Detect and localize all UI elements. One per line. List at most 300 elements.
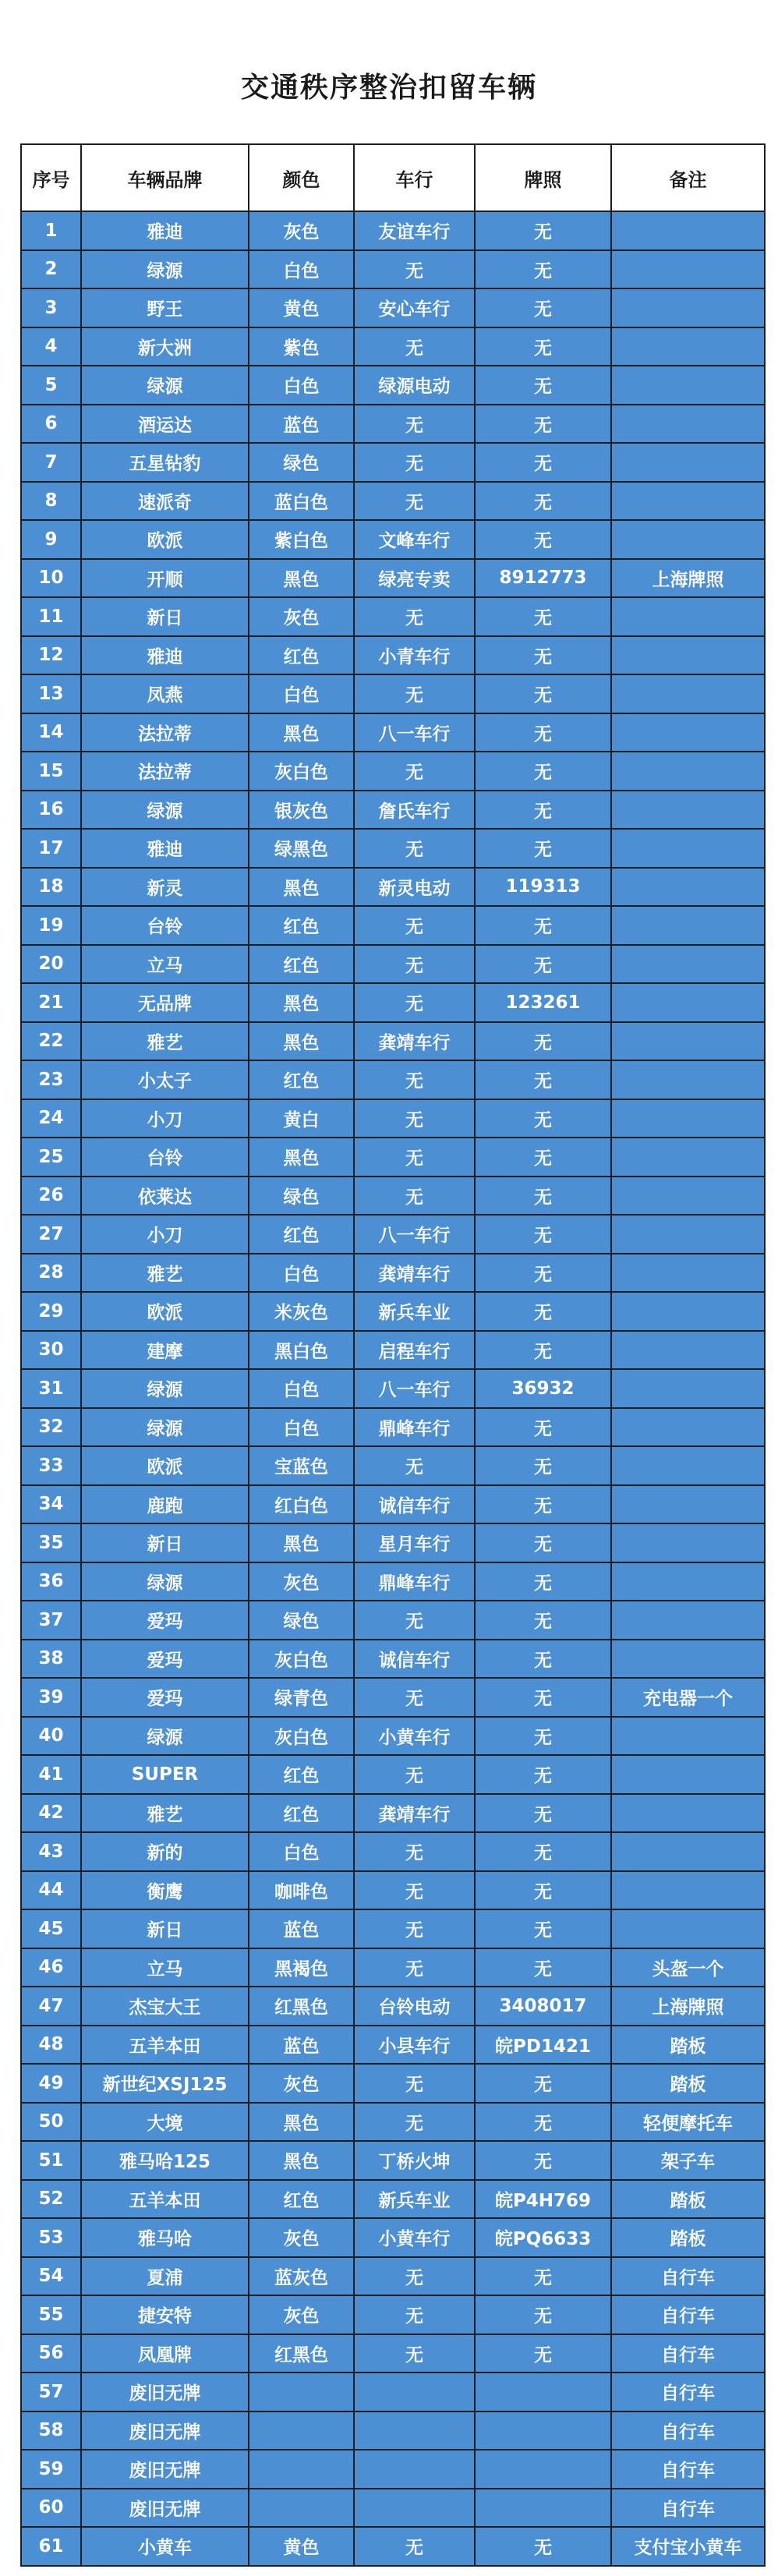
header-plate: 牌照 <box>475 144 611 211</box>
cell-brand: 捷安特 <box>81 2295 249 2334</box>
cell-dealer: 无 <box>354 2257 475 2296</box>
cell-remark <box>611 791 765 830</box>
cell-index: 30 <box>21 1331 81 1370</box>
cell-remark <box>611 636 765 675</box>
cell-brand: 新日 <box>81 1909 249 1948</box>
table-row <box>21 1794 765 1833</box>
cell-dealer: 无 <box>354 1871 475 1910</box>
cell-color: 红色 <box>249 1215 354 1254</box>
cell-color: 灰色 <box>249 1562 354 1601</box>
cell-plate: 无 <box>475 1871 611 1910</box>
cell-dealer: 绿亮专卖 <box>354 559 475 598</box>
cell-index: 23 <box>21 1060 81 1099</box>
cell-plate: 无 <box>475 1292 611 1331</box>
cell-brand: 凤燕 <box>81 674 249 713</box>
cell-plate: 无 <box>475 1060 611 1099</box>
cell-brand: 夏浦 <box>81 2257 249 2296</box>
cell-plate: 无 <box>475 674 611 713</box>
cell-color <box>249 2373 354 2411</box>
cell-plate: 3408017 <box>475 1987 611 2026</box>
cell-index: 4 <box>21 327 81 366</box>
cell-dealer: 无 <box>354 1909 475 1948</box>
cell-dealer: 无 <box>354 1177 475 1215</box>
cell-dealer: 无 <box>354 1755 475 1794</box>
cell-remark: 自行车 <box>611 2295 765 2334</box>
table-row <box>21 405 765 444</box>
cell-dealer: 新灵电动 <box>354 868 475 907</box>
cell-plate: 无 <box>475 2295 611 2334</box>
cell-brand: 废旧无牌 <box>81 2373 249 2411</box>
cell-remark <box>611 1138 765 1177</box>
table-row <box>21 1177 765 1215</box>
cell-index: 47 <box>21 1987 81 2026</box>
table-row <box>21 1948 765 1987</box>
cell-plate: 无 <box>475 1832 611 1871</box>
title-area <box>0 0 778 143</box>
table-row <box>21 250 765 289</box>
cell-color: 紫色 <box>249 327 354 366</box>
cell-dealer: 诚信车行 <box>354 1640 475 1679</box>
cell-color <box>249 2411 354 2450</box>
cell-index: 25 <box>21 1138 81 1177</box>
cell-plate: 8912773 <box>475 559 611 598</box>
cell-dealer: 无 <box>354 983 475 1022</box>
cell-remark: 踏板 <box>611 2064 765 2103</box>
cell-color: 白色 <box>249 674 354 713</box>
cell-plate: 无 <box>475 2103 611 2142</box>
table-row <box>21 1755 765 1794</box>
cell-dealer: 无 <box>354 2103 475 2142</box>
table-row <box>21 1871 765 1910</box>
cell-color: 红黑色 <box>249 2334 354 2373</box>
cell-index: 51 <box>21 2141 81 2180</box>
cell-color: 红色 <box>249 2180 354 2219</box>
cell-remark <box>611 983 765 1022</box>
cell-brand: 台铃 <box>81 906 249 945</box>
cell-dealer: 无 <box>354 829 475 868</box>
cell-index: 6 <box>21 405 81 444</box>
cell-plate: 无 <box>475 288 611 327</box>
cell-brand: SUPER <box>81 1755 249 1794</box>
cell-index: 29 <box>21 1292 81 1331</box>
table-row <box>21 1138 765 1177</box>
cell-brand: 雅艺 <box>81 1254 249 1293</box>
table-row <box>21 288 765 327</box>
cell-index: 40 <box>21 1717 81 1756</box>
cell-remark <box>611 1446 765 1485</box>
cell-brand: 小刀 <box>81 1099 249 1138</box>
cell-brand: 雅艺 <box>81 1022 249 1061</box>
cell-color: 红黑色 <box>249 1987 354 2026</box>
cell-brand: 立马 <box>81 945 249 984</box>
table-row <box>21 2257 765 2296</box>
cell-index: 22 <box>21 1022 81 1061</box>
cell-index: 38 <box>21 1640 81 1679</box>
cell-remark <box>611 1523 765 1562</box>
cell-brand: 新日 <box>81 1523 249 1562</box>
cell-brand: 建摩 <box>81 1331 249 1370</box>
table-row <box>21 366 765 405</box>
cell-index: 8 <box>21 482 81 521</box>
cell-dealer: 无 <box>354 482 475 521</box>
cell-index: 48 <box>21 2026 81 2065</box>
cell-color: 白色 <box>249 1254 354 1293</box>
table-row <box>21 1987 765 2026</box>
cell-dealer: 无 <box>354 2295 475 2334</box>
cell-dealer: 台铃电动 <box>354 1987 475 2026</box>
cell-plate: 皖P4H769 <box>475 2180 611 2219</box>
cell-plate: 无 <box>475 906 611 945</box>
cell-dealer <box>354 2489 475 2528</box>
cell-index: 42 <box>21 1794 81 1833</box>
cell-color: 红白色 <box>249 1485 354 1524</box>
cell-index: 2 <box>21 250 81 289</box>
table-row <box>21 983 765 1022</box>
cell-brand: 新日 <box>81 597 249 636</box>
cell-dealer: 小黄车行 <box>354 1717 475 1756</box>
cell-brand: 依莱达 <box>81 1177 249 1215</box>
cell-dealer: 八一车行 <box>354 713 475 752</box>
cell-index: 3 <box>21 288 81 327</box>
cell-brand: 立马 <box>81 1948 249 1987</box>
table-row <box>21 674 765 713</box>
cell-dealer: 无 <box>354 405 475 444</box>
cell-remark <box>611 829 765 868</box>
cell-plate: 无 <box>475 1177 611 1215</box>
cell-remark <box>611 1562 765 1601</box>
cell-index: 7 <box>21 443 81 482</box>
cell-color: 黑色 <box>249 1022 354 1061</box>
cell-remark: 自行车 <box>611 2489 765 2528</box>
cell-remark: 踏板 <box>611 2180 765 2219</box>
cell-color: 黄色 <box>249 288 354 327</box>
cell-brand: 大境 <box>81 2103 249 2142</box>
cell-dealer: 无 <box>354 250 475 289</box>
cell-brand: 开顺 <box>81 559 249 598</box>
cell-plate: 无 <box>475 2141 611 2180</box>
cell-index: 35 <box>21 1523 81 1562</box>
cell-brand: 爱玛 <box>81 1640 249 1679</box>
cell-remark <box>611 366 765 405</box>
cell-color: 黑色 <box>249 2103 354 2142</box>
cell-dealer: 无 <box>354 674 475 713</box>
cell-plate: 无 <box>475 250 611 289</box>
table-row <box>21 2026 765 2065</box>
cell-plate: 无 <box>475 945 611 984</box>
cell-dealer <box>354 2450 475 2489</box>
cell-remark <box>611 443 765 482</box>
table-row <box>21 2180 765 2219</box>
cell-remark <box>611 1794 765 1833</box>
cell-dealer: 绿源电动 <box>354 366 475 405</box>
cell-remark <box>611 1640 765 1679</box>
header-row <box>21 144 765 211</box>
table-row <box>21 1369 765 1408</box>
cell-dealer: 鼎峰车行 <box>354 1408 475 1447</box>
cell-dealer: 无 <box>354 2334 475 2373</box>
cell-dealer: 无 <box>354 1948 475 1987</box>
cell-brand: 欧派 <box>81 520 249 559</box>
cell-index: 39 <box>21 1678 81 1717</box>
cell-dealer: 龚靖车行 <box>354 1794 475 1833</box>
cell-color: 绿色 <box>249 1177 354 1215</box>
cell-index: 43 <box>21 1832 81 1871</box>
cell-index: 54 <box>21 2257 81 2296</box>
cell-dealer: 八一车行 <box>354 1369 475 1408</box>
cell-brand: 雅马哈 <box>81 2218 249 2257</box>
cell-remark <box>611 1215 765 1254</box>
header-color: 颜色 <box>249 144 354 211</box>
cell-dealer: 安心车行 <box>354 288 475 327</box>
cell-plate <box>475 2489 611 2528</box>
table-row <box>21 1832 765 1871</box>
cell-dealer: 小青车行 <box>354 636 475 675</box>
table-row <box>21 1060 765 1099</box>
cell-color: 黑白色 <box>249 1331 354 1370</box>
page-title: 交通秩序整治扣留车辆 <box>240 72 537 104</box>
cell-color: 灰白色 <box>249 1717 354 1756</box>
cell-dealer: 无 <box>354 1138 475 1177</box>
cell-remark: 上海牌照 <box>611 559 765 598</box>
cell-dealer: 詹氏车行 <box>354 791 475 830</box>
cell-brand: 废旧无牌 <box>81 2489 249 2528</box>
cell-index: 57 <box>21 2373 81 2411</box>
cell-remark: 充电器一个 <box>611 1678 765 1717</box>
cell-color: 红色 <box>249 636 354 675</box>
cell-remark: 踏板 <box>611 2218 765 2257</box>
table-row <box>21 1717 765 1756</box>
table-row <box>21 2141 765 2180</box>
cell-index: 36 <box>21 1562 81 1601</box>
cell-remark: 上海牌照 <box>611 1987 765 2026</box>
cell-color: 蓝色 <box>249 405 354 444</box>
cell-plate: 无 <box>475 2527 611 2566</box>
cell-plate: 无 <box>475 2064 611 2103</box>
cell-remark <box>611 1331 765 1370</box>
cell-remark <box>611 597 765 636</box>
cell-remark <box>611 1717 765 1756</box>
header-brand: 车辆品牌 <box>81 144 249 211</box>
table-row <box>21 1331 765 1370</box>
table-row <box>21 945 765 984</box>
cell-color: 蓝白色 <box>249 482 354 521</box>
cell-dealer: 无 <box>354 945 475 984</box>
cell-brand: 雅迪 <box>81 636 249 675</box>
cell-brand: 衡鹰 <box>81 1871 249 1910</box>
cell-dealer: 小县车行 <box>354 2026 475 2065</box>
cell-brand: 绿源 <box>81 1369 249 1408</box>
table-row <box>21 829 765 868</box>
cell-brand: 绿源 <box>81 1717 249 1756</box>
cell-color: 米灰色 <box>249 1292 354 1331</box>
cell-index: 9 <box>21 520 81 559</box>
cell-remark: 自行车 <box>611 2411 765 2450</box>
cell-plate: 无 <box>475 2334 611 2373</box>
cell-dealer <box>354 2411 475 2450</box>
cell-remark <box>611 1755 765 1794</box>
cell-remark <box>611 945 765 984</box>
cell-plate: 皖PD1421 <box>475 2026 611 2065</box>
cell-brand: 新大洲 <box>81 327 249 366</box>
table-row <box>21 2334 765 2373</box>
cell-color: 白色 <box>249 250 354 289</box>
cell-dealer: 无 <box>354 2064 475 2103</box>
cell-index: 31 <box>21 1369 81 1408</box>
cell-color: 黄色 <box>249 2527 354 2566</box>
cell-index: 14 <box>21 713 81 752</box>
cell-dealer: 诚信车行 <box>354 1485 475 1524</box>
cell-index: 44 <box>21 1871 81 1910</box>
cell-brand: 五羊本田 <box>81 2180 249 2219</box>
cell-color: 黑色 <box>249 1138 354 1177</box>
cell-brand: 速派奇 <box>81 482 249 521</box>
cell-remark: 架子车 <box>611 2141 765 2180</box>
cell-color: 灰色 <box>249 2064 354 2103</box>
table-row <box>21 1485 765 1524</box>
table-row <box>21 2373 765 2411</box>
cell-remark <box>611 327 765 366</box>
cell-remark <box>611 405 765 444</box>
cell-color: 灰白色 <box>249 752 354 791</box>
cell-plate: 无 <box>475 211 611 250</box>
table-row <box>21 482 765 521</box>
cell-plate: 无 <box>475 1215 611 1254</box>
cell-color: 白色 <box>249 1369 354 1408</box>
cell-index: 45 <box>21 1909 81 1948</box>
cell-brand: 新的 <box>81 1832 249 1871</box>
table-row <box>21 791 765 830</box>
cell-index: 49 <box>21 2064 81 2103</box>
cell-plate: 无 <box>475 1099 611 1138</box>
cell-dealer: 友谊车行 <box>354 211 475 250</box>
cell-brand: 绿源 <box>81 250 249 289</box>
cell-index: 28 <box>21 1254 81 1293</box>
cell-index: 60 <box>21 2489 81 2528</box>
cell-color: 黄白 <box>249 1099 354 1138</box>
cell-plate: 无 <box>475 482 611 521</box>
cell-dealer: 无 <box>354 597 475 636</box>
cell-index: 21 <box>21 983 81 1022</box>
table-row <box>21 559 765 598</box>
cell-remark <box>611 1909 765 1948</box>
cell-plate: 无 <box>475 443 611 482</box>
cell-color: 银灰色 <box>249 791 354 830</box>
cell-plate: 无 <box>475 713 611 752</box>
table-row <box>21 636 765 675</box>
cell-remark: 自行车 <box>611 2450 765 2489</box>
cell-brand: 绿源 <box>81 366 249 405</box>
table-row <box>21 2295 765 2334</box>
cell-brand: 雅艺 <box>81 1794 249 1833</box>
cell-index: 11 <box>21 597 81 636</box>
cell-plate: 无 <box>475 520 611 559</box>
cell-brand: 欧派 <box>81 1446 249 1485</box>
cell-color: 绿青色 <box>249 1678 354 1717</box>
cell-plate: 无 <box>475 1485 611 1524</box>
cell-color: 灰白色 <box>249 1640 354 1679</box>
cell-index: 46 <box>21 1948 81 1987</box>
header-remark: 备注 <box>611 144 765 211</box>
cell-color: 红色 <box>249 1755 354 1794</box>
cell-color: 红色 <box>249 906 354 945</box>
cell-color: 蓝灰色 <box>249 2257 354 2296</box>
cell-plate: 无 <box>475 829 611 868</box>
cell-index: 34 <box>21 1485 81 1524</box>
cell-plate: 无 <box>475 1022 611 1061</box>
cell-remark <box>611 1292 765 1331</box>
cell-brand: 五羊本田 <box>81 2026 249 2065</box>
table-row <box>21 1678 765 1717</box>
cell-dealer: 无 <box>354 2527 475 2566</box>
cell-plate: 无 <box>475 1138 611 1177</box>
header-index: 序号 <box>21 144 81 211</box>
cell-index: 41 <box>21 1755 81 1794</box>
cell-remark <box>611 674 765 713</box>
table-row <box>21 211 765 250</box>
cell-remark <box>611 211 765 250</box>
cell-color: 红色 <box>249 945 354 984</box>
cell-index: 15 <box>21 752 81 791</box>
cell-plate: 无 <box>475 1601 611 1640</box>
cell-plate: 无 <box>475 1562 611 1601</box>
cell-index: 24 <box>21 1099 81 1138</box>
cell-color: 黑色 <box>249 559 354 598</box>
cell-plate <box>475 2373 611 2411</box>
table-row <box>21 1523 765 1562</box>
cell-dealer: 无 <box>354 1678 475 1717</box>
cell-color: 黑色 <box>249 2141 354 2180</box>
cell-remark: 头盔一个 <box>611 1948 765 1987</box>
cell-brand: 酒运达 <box>81 405 249 444</box>
cell-brand: 法拉蒂 <box>81 713 249 752</box>
cell-plate: 无 <box>475 1794 611 1833</box>
cell-plate: 无 <box>475 366 611 405</box>
cell-brand: 小刀 <box>81 1215 249 1254</box>
cell-brand: 废旧无牌 <box>81 2411 249 2450</box>
table-header <box>21 144 765 211</box>
cell-brand: 小黄车 <box>81 2527 249 2566</box>
cell-remark <box>611 1485 765 1524</box>
cell-remark: 自行车 <box>611 2257 765 2296</box>
cell-dealer: 无 <box>354 752 475 791</box>
cell-color: 蓝色 <box>249 2026 354 2065</box>
cell-brand: 台铃 <box>81 1138 249 1177</box>
cell-remark <box>611 1871 765 1910</box>
cell-brand: 绿源 <box>81 791 249 830</box>
cell-brand: 无品牌 <box>81 983 249 1022</box>
cell-remark <box>611 1022 765 1061</box>
cell-index: 50 <box>21 2103 81 2142</box>
cell-plate: 无 <box>475 1948 611 1987</box>
cell-plate: 无 <box>475 1331 611 1370</box>
cell-index: 18 <box>21 868 81 907</box>
cell-dealer: 无 <box>354 1832 475 1871</box>
cell-brand: 小太子 <box>81 1060 249 1099</box>
cell-index: 52 <box>21 2180 81 2219</box>
cell-dealer: 无 <box>354 1099 475 1138</box>
cell-brand: 野王 <box>81 288 249 327</box>
cell-dealer: 小黄车行 <box>354 2218 475 2257</box>
table-row <box>21 868 765 907</box>
cell-brand: 绿源 <box>81 1408 249 1447</box>
cell-brand: 法拉蒂 <box>81 752 249 791</box>
cell-remark <box>611 250 765 289</box>
cell-brand: 绿源 <box>81 1562 249 1601</box>
cell-index: 20 <box>21 945 81 984</box>
cell-index: 13 <box>21 674 81 713</box>
cell-index: 53 <box>21 2218 81 2257</box>
cell-remark <box>611 1369 765 1408</box>
